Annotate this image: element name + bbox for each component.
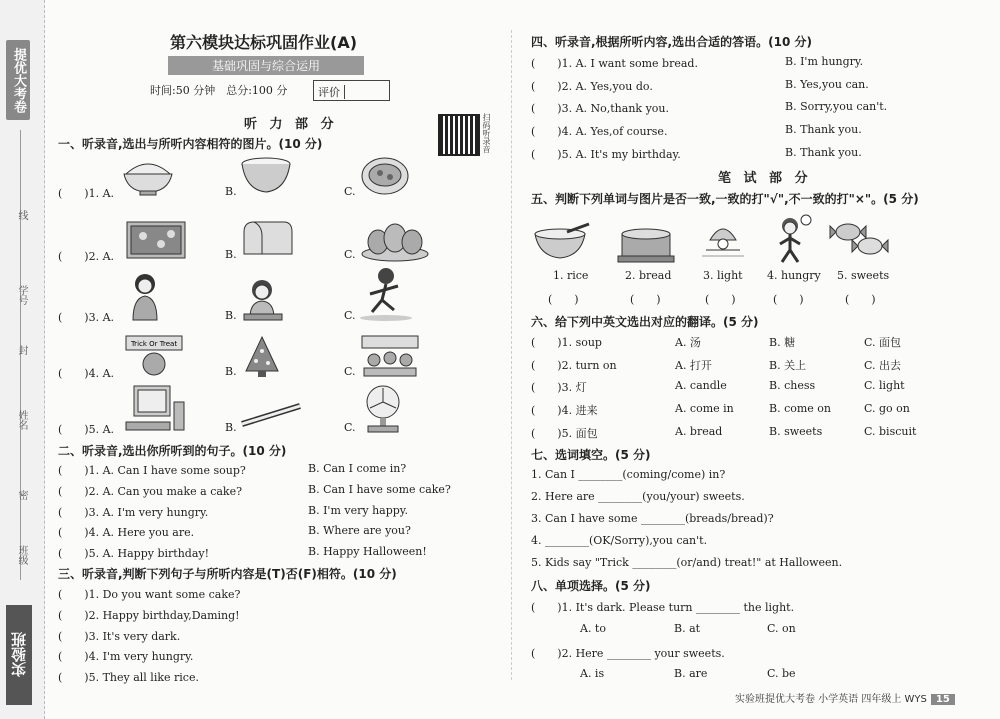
s3-row-5: ( )5. They all like rice. xyxy=(58,671,199,684)
s3-row-3: ( )3. It's very dark. xyxy=(58,630,181,643)
s3-row-4: ( )4. I'm very hungry. xyxy=(58,650,194,663)
page-footer xyxy=(735,690,955,705)
section-4-title: 四、听录音,根据所听内容,选出合适的答语。(10 分) xyxy=(531,35,812,49)
s6-row-5-c: C. biscuit xyxy=(864,425,917,438)
qr-code-icon[interactable] xyxy=(438,114,480,156)
girl-hungry-icon[interactable] xyxy=(240,276,286,322)
s7-row-1: 1. Can I ________(coming/come) in? xyxy=(531,468,726,481)
cake-tray-icon[interactable] xyxy=(125,218,187,262)
s6-row-2-c: C. 出去 xyxy=(864,359,902,372)
s8-q2: ( )2. Here ________ your sweets. xyxy=(531,647,725,660)
section-2-title: 二、听录音,选出你所听到的句子。(10 分) xyxy=(58,444,287,458)
s5-label-1: 1. rice xyxy=(553,269,589,282)
pears-plate-icon[interactable] xyxy=(360,210,430,262)
s1-row-4-c: C. xyxy=(344,365,356,378)
tube-light-icon[interactable] xyxy=(240,400,304,430)
s1-row-3-b: B. xyxy=(225,309,237,322)
section-8-title: 八、单项选择。(5 分) xyxy=(531,579,651,593)
s4-row-1-a: ( )1. A. I want some bread. xyxy=(531,57,698,70)
s1-row-1-label: ( )1. A. xyxy=(58,187,115,200)
page-number: 15 xyxy=(931,694,955,705)
page-subtitle: 基础巩固与综合运用 xyxy=(168,56,364,75)
s6-row-4-b: B. come on xyxy=(769,402,832,415)
section-1-title: 一、听录音,选出与所听内容相符的图片。(10 分) xyxy=(58,137,323,151)
s4-row-2-a: ( )2. A. Yes,you do. xyxy=(531,80,653,93)
trick-or-treat-sign-icon[interactable] xyxy=(124,330,184,378)
s4-row-5-b: B. Thank you. xyxy=(785,146,862,159)
bread-loaf-icon[interactable] xyxy=(240,218,294,258)
evaluation-blank[interactable] xyxy=(344,85,389,99)
section-6-title: 六、给下列中英文选出对应的翻译。(5 分) xyxy=(531,315,759,329)
column-divider xyxy=(511,30,512,680)
page-title: 第六模块达标巩固作业(A) xyxy=(170,33,358,52)
s4-row-4-a: ( )4. A. Yes,of course. xyxy=(531,125,668,138)
s6-row-1-c: C. 面包 xyxy=(864,336,902,349)
s8-q2-opt-b: B. are xyxy=(674,667,708,680)
s6-row-5-b: B. sweets xyxy=(769,425,823,438)
s5-label-2: 2. bread xyxy=(625,269,672,282)
s6-row-4-q: ( )4. 进来 xyxy=(531,404,598,417)
s4-row-3-b: B. Sorry,you can't. xyxy=(785,100,888,113)
binding-line xyxy=(20,130,21,580)
s1-row-1-c: C. xyxy=(344,185,356,198)
s7-row-2: 2. Here are ________(you/your) sweets. xyxy=(531,490,745,503)
s5-blank-5[interactable]: ( ) xyxy=(845,293,876,306)
binding-label-name: 姓名 xyxy=(16,410,27,430)
s6-row-5-q: ( )5. 面包 xyxy=(531,427,598,440)
section-5-title: 五、判断下列单词与图片是否一致,一致的打"√",不一致的打"×"。(5 分) xyxy=(531,192,919,206)
brand-top-label: 提优大考卷 xyxy=(6,40,30,120)
christmas-tree-icon[interactable] xyxy=(240,335,284,379)
s4-row-1-b: B. I'm hungry. xyxy=(785,55,864,68)
evaluation-box[interactable] xyxy=(313,80,390,101)
rice-bowl-icon[interactable] xyxy=(120,152,176,196)
s6-row-3-c: C. light xyxy=(864,379,905,392)
computer-icon[interactable] xyxy=(124,384,186,434)
s8-q2-opt-a: A. is xyxy=(580,667,605,680)
sign-text: Trick Or Treat xyxy=(130,340,178,348)
s6-row-3-b: B. chess xyxy=(769,379,816,392)
s6-row-3-q: ( )3. 灯 xyxy=(531,381,587,394)
birthday-cake-icon[interactable] xyxy=(616,220,676,264)
s6-row-1-q: ( )1. soup xyxy=(531,336,602,349)
soup-bowl-icon[interactable] xyxy=(360,156,410,196)
s1-row-4-label: ( )4. A. xyxy=(58,367,115,380)
s6-row-1-a: A. 汤 xyxy=(675,336,701,349)
s1-row-5-b: B. xyxy=(225,421,237,434)
s2-row-1-b: B. Can I come in? xyxy=(308,462,407,475)
s7-row-5: 5. Kids say "Trick ________(or/and) treat!" at Halloween. xyxy=(531,556,843,569)
girl-running-icon[interactable] xyxy=(358,266,414,322)
s1-row-3-c: C. xyxy=(344,309,356,322)
footer-text: 实验班提优大考卷 小学英语 四年级上 WYS xyxy=(735,694,927,705)
s8-q2-opt-c: C. be xyxy=(767,667,796,680)
s6-row-4-a: A. come in xyxy=(675,402,734,415)
s2-row-2-a: ( )2. A. Can you make a cake? xyxy=(58,485,242,498)
binding-label-line: 线 xyxy=(16,210,27,220)
qr-label: 扫码听录音 xyxy=(482,113,491,153)
hungry-boy-icon[interactable] xyxy=(768,214,814,264)
s6-row-5-a: A. bread xyxy=(675,425,723,438)
s3-row-2: ( )2. Happy birthday,Daming! xyxy=(58,609,240,622)
s2-row-5-a: ( )5. A. Happy birthday! xyxy=(58,547,210,560)
s2-row-4-a: ( )4. A. Here you are. xyxy=(58,526,195,539)
binding-label-secret: 密 xyxy=(16,490,27,500)
s6-row-3-a: A. candle xyxy=(675,379,727,392)
binding-label-seal: 封 xyxy=(16,345,27,355)
s5-label-5: 5. sweets xyxy=(837,269,890,282)
s8-q1: ( )1. It's dark. Please turn ________ the light. xyxy=(531,601,795,614)
section-3-title: 三、听录音,判断下列句子与所听内容是(T)否(F)相符。(10 分) xyxy=(58,567,397,581)
s4-row-5-a: ( )5. A. It's my birthday. xyxy=(531,148,681,161)
s1-row-5-label: ( )5. A. xyxy=(58,423,115,436)
binding-strip xyxy=(0,0,45,719)
s5-label-3: 3. light xyxy=(703,269,743,282)
s1-row-1-b: B. xyxy=(225,185,237,198)
s2-row-5-b: B. Happy Halloween! xyxy=(308,545,427,558)
s1-row-2-c: C. xyxy=(344,248,356,261)
evaluation-label: 评价 xyxy=(318,86,340,99)
s2-row-2-b: B. Can I have some cake? xyxy=(308,483,451,496)
s5-blank-2[interactable]: ( ) xyxy=(630,293,661,306)
s4-row-2-b: B. Yes,you can. xyxy=(785,78,869,91)
s5-blank-3[interactable]: ( ) xyxy=(705,293,736,306)
s2-row-4-b: B. Where are you? xyxy=(308,524,411,537)
binding-label-class: 班级 xyxy=(16,545,27,565)
s2-row-1-a: ( )1. A. Can I have some soup? xyxy=(58,464,246,477)
empty-bowl-icon[interactable] xyxy=(240,156,292,196)
s1-row-2-b: B. xyxy=(225,248,237,261)
s6-row-2-a: A. 打开 xyxy=(675,359,712,372)
soup-bowl-spoon-icon[interactable] xyxy=(531,222,591,262)
sweets-icon[interactable] xyxy=(828,214,892,260)
girl-eating-icon[interactable] xyxy=(125,272,165,322)
s5-blank-1[interactable]: ( ) xyxy=(548,293,579,306)
s2-row-3-b: B. I'm very happy. xyxy=(308,504,409,517)
s6-row-2-b: B. 关上 xyxy=(769,359,807,372)
s5-blank-4[interactable]: ( ) xyxy=(773,293,804,306)
section-7-title: 七、选词填空。(5 分) xyxy=(531,448,651,462)
s1-row-2-label: ( )2. A. xyxy=(58,250,115,263)
desk-lamp-icon[interactable] xyxy=(700,216,746,264)
s7-row-3: 3. Can I have some ________(breads/bread)? xyxy=(531,512,774,525)
s2-row-3-a: ( )3. A. I'm very hungry. xyxy=(58,506,209,519)
s4-row-3-a: ( )3. A. No,thank you. xyxy=(531,102,669,115)
s1-row-5-c: C. xyxy=(344,421,356,434)
s8-q1-opt-b: B. at xyxy=(674,622,701,635)
s4-row-4-b: B. Thank you. xyxy=(785,123,862,136)
s7-row-4: 4. ________(OK/Sorry),you can't. xyxy=(531,534,708,547)
s6-row-2-q: ( )2. turn on xyxy=(531,359,617,372)
brand-bottom-label: 实验班 xyxy=(6,605,32,705)
electric-fan-icon[interactable] xyxy=(360,384,406,434)
time-score: 时间:50 分钟 总分:100 分 xyxy=(150,84,288,97)
s1-row-4-b: B. xyxy=(225,365,237,378)
s8-q1-opt-c: C. on xyxy=(767,622,796,635)
s8-q1-opt-a: A. to xyxy=(580,622,606,635)
written-part-title: 笔 试 部 分 xyxy=(718,171,812,186)
s5-label-4: 4. hungry xyxy=(767,269,821,282)
s6-row-1-b: B. 糖 xyxy=(769,336,796,349)
listening-part-title: 听 力 部 分 xyxy=(244,117,338,132)
binding-label-student-id: 学号 xyxy=(16,285,27,305)
birthday-party-icon[interactable] xyxy=(360,334,420,378)
s6-row-4-c: C. go on xyxy=(864,402,910,415)
s3-row-1: ( )1. Do you want some cake? xyxy=(58,588,241,601)
s1-row-3-label: ( )3. A. xyxy=(58,311,115,324)
